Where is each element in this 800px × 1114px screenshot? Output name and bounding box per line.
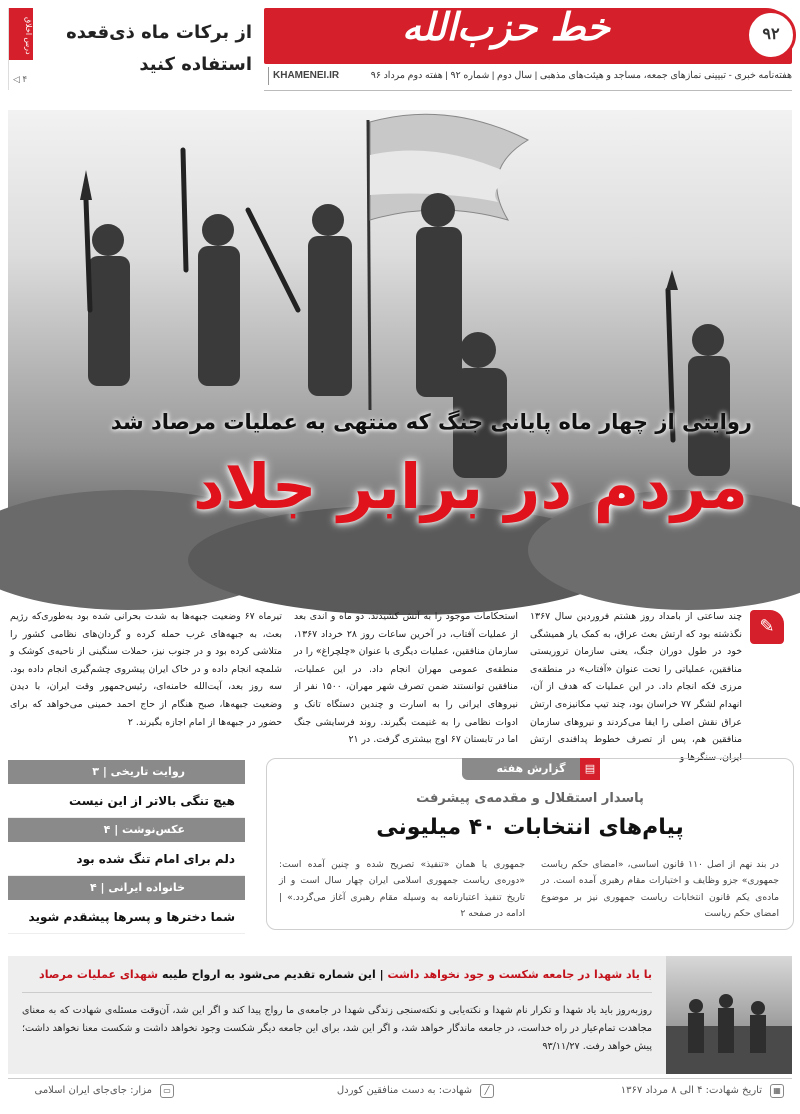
rifle-icon: ╱ [480, 1084, 494, 1098]
article-column-3: تیرماه ۶۷ وضعیت جبهه‌ها به شدت بحرانی شده بود به‌طوری‌که رژیم بعث، به جبهه‌های غرب حمله کرده و گردان‌های نظامی کشور را متلاشی کرده بود و در جنوب نیز، حملات سنگینی از ناحیه‌ی کوشک و شلمچه انجام داده و در خاک ایران پیشروی چشم‌گیری انجام داده بود. سه روز بعد، آیت‌الله خامنه‌ای، رئیس‌جمهور وقت ایران، با دیدن وضعیت جبهه‌ها، صبح هنگام از حاج احمد خمینی می‌خواهد که برای حضور در جبهه‌ها از امام اجازه بگیرند. ۲ [10, 611, 282, 728]
report-title[interactable]: پیام‌های انتخابات ۴۰ میلیونی [376, 815, 684, 840]
article-column-1: چند ساعتی از بامداد روز هشتم فروردین سال ۱۳۶۷ نگذشته بود که ارتش بعث عراق، به کمک یار همیشگی خود در طول دوران جنگ، یعنی سازمان تروریستی منافقین، عملیاتی را تحت عنوان «آفتاب» در منطقه‌ی مرزی فکه انجام داد. در این عملیات که هدف از آن، انهدام لشگر ۷۷ خراسان بود، چند تیپ مکانیزه‌ی ارتش عراق نقش اصلی را ایفا می‌کردند و نیروهای سازمان منافقین هم، پس از تصرف خطوط پدافندی ارتش ایران، سنگرها و [530, 611, 742, 763]
report-kicker: پاسدار استقلال و مقدمه‌ی پیشرفت [416, 791, 644, 806]
calendar-icon: ▦ [770, 1084, 784, 1098]
toc-section-head: عکس‌نوشت | ۴ [8, 818, 245, 842]
masthead [0, 0, 800, 100]
pen-icon: ✎ [750, 610, 784, 644]
report-column-2: جمهوری یا همان «تنفیذ» تصریح شده و چنین آمده است: «دوره‌ی ریاست جمهوری اسلامی ایران چهار سال است و از تاریخ تنفیذ اعتبارنامه به وسیله مقام رهبری آغاز می‌گردد.» | ادامه در صفحه ۲ [279, 859, 525, 920]
promo-line1: از برکات ماه ذی‌قعده [66, 22, 252, 43]
band-divider [22, 992, 652, 993]
table-of-contents [8, 760, 245, 932]
toc-section-head: روایت تاریخی | ۳ [8, 760, 245, 784]
toc-section-head: خانواده ایرانی | ۴ [8, 876, 245, 900]
hero-headline[interactable]: مردم در برابر جلاد [192, 450, 748, 523]
promo-box[interactable] [8, 8, 260, 90]
promo-tag: درس اخلاق [9, 8, 33, 60]
toc-item[interactable]: دلم برای امام تنگ شده بود [8, 842, 245, 876]
band-quote: روزبه‌روز باید یاد شهدا و تکرار نام شهدا و نکته‌یابی و نکته‌سنجی زندگی شهدا در جامعه‌ی ما رواج پیدا کند و اگر این شد، آن‌وقت مسئله‌ی شهادت که به معنای مجاهدت تمام‌عیار در راه خداست، در جامعه ماندگار خواهد شد، و اگر این شد، برای این جامعه دیگر شکست وجود نخواهد داشت و شکست معنا نخواهد داشت؛ پیش خواهد رفت. ۹۳/۱۱/۲۷ [22, 1005, 652, 1052]
martyrdom-cause: شهادت: به دست منافقین کوردل [336, 1085, 472, 1096]
report-tab: ▤ گزارش هفته [462, 758, 600, 780]
website-link[interactable]: KHAMENEI.IR [268, 67, 358, 85]
weekly-report-box[interactable] [266, 758, 794, 930]
report-column-1: در بند نهم از اصل ۱۱۰ قانون اساسی، «امضای حکم ریاست جمهوری» جزو وظایف و اختیارات مقام رهبری آمده است. در ماده‌ی یکم قانون انتخابات ریاست جمهوری نیز بر موضوع امضای حکم ریاست [541, 859, 779, 920]
document-icon: ▤ [580, 758, 600, 780]
shrine-location: مزار: جای‌جای ایران اسلامی [34, 1085, 152, 1096]
hero-photo [8, 110, 792, 592]
war-photo-thumbnail [666, 956, 792, 1074]
shrine-icon: ▭ [160, 1084, 174, 1098]
promo-page-ref: ◁ ۴ [13, 74, 28, 84]
hero-kicker: روایتی از چهار ماه پایانی جنگ که منتهی به عملیات مرصاد شد [110, 410, 752, 434]
martyrs-photo [666, 956, 792, 1074]
martyrdom-date: تاریخ شهادت: ۴ الی ۸ مرداد ۱۳۶۷ [620, 1085, 762, 1096]
martyrs-dedication [8, 956, 792, 1074]
masthead-subtitle: هفته‌نامه خبری - تبیینی نمازهای جمعه، مساجد و هیئت‌های مذهبی | سال دوم | شماره ۹۲ | هفته دوم مرداد ۹۶ [370, 70, 792, 81]
toc-item[interactable]: هیچ تنگی بالاتر از این نیست [8, 784, 245, 818]
band-heading: با یاد شهدا در جامعه شکست و جود نخواهد داشت | این شماره تقدیم می‌شود به ارواح طیبه شهدای عملیات مرصاد [39, 968, 652, 981]
issue-number: ۹۲ [746, 10, 796, 60]
masthead-title: خط حزب‌الله [401, 4, 611, 49]
masthead-divider [264, 90, 792, 91]
toc-item[interactable]: شما دخترها و پسرها پیشقدم شوید [8, 900, 245, 934]
article-column-2: استحکامات موجود را به آتش کشیدند. دو ماه و اندی بعد از عملیات آفتاب، در آخرین ساعات روز ۲۸ خرداد ۱۳۶۷، سازمان منافقین، عملیات دیگری با عنوان «چلچراغ» را در منطقه‌ی عمومی مهران انجام داد. در این عملیات، منافقین توانستند ضمن تصرف شهر مهران، ۱۵۰۰ نفر از نیروهای ایرانی را به اسارت و چندین دستگاه تانک و ادوات نظامی را به غنیمت بگیرند. روند فرسایشی جنگ اما در تابستان ۶۷ اوج بیشتری گرفت. در ۲۱ [294, 611, 518, 746]
footer [8, 1078, 792, 1104]
promo-line2: استفاده کنید [139, 54, 252, 75]
